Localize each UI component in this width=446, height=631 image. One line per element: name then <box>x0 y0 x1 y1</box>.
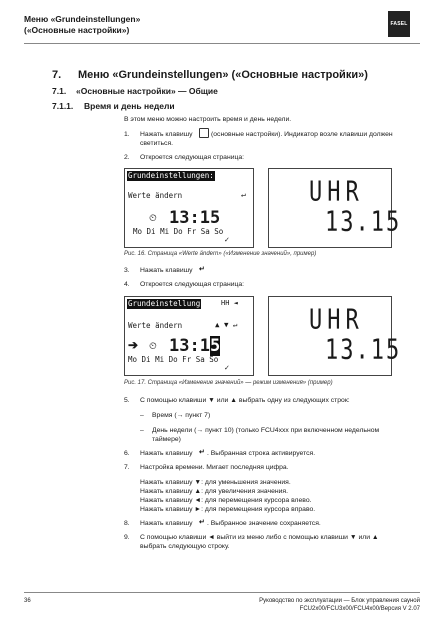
step-8-number: 8. <box>124 520 130 527</box>
step-9-text-a: С помощью клавиши ◄ выйти из меню либо с помощью клавиши ▼ или ▲ <box>140 534 379 541</box>
step-6-text-a: Нажать клавишу <box>140 450 193 457</box>
fig17-caption: Рис. 17. Страница «Изменение значений» — режим изменения» (пример) <box>124 380 333 386</box>
fig17-time-fixed: 13:1 <box>169 336 210 356</box>
fig16-segment-display <box>268 168 402 248</box>
fig17-segment-uhr: UHR <box>309 304 364 336</box>
check-icon: ✓ <box>224 237 230 244</box>
fig17-row-label: Werte ändern <box>128 321 183 330</box>
footer-rule <box>24 592 420 593</box>
clock-icon: ⏲ <box>149 213 157 224</box>
step-8-text-b: . Выбранное значение сохраняется. <box>207 520 321 527</box>
fig17-weekdays: Mo Di Mi Do Fr Sa So <box>128 355 219 364</box>
fig17-segment-time: 13.15 <box>325 334 402 366</box>
step-6-number: 6. <box>124 450 130 457</box>
fig16-caption: Рис. 16. Страница «Werte ändern» («Изменение значений», пример) <box>124 251 317 257</box>
header-title-line1: Меню «Grundeinstellungen» <box>24 14 141 24</box>
heading-7-1-1: Время и день недели <box>84 101 175 111</box>
step-1-number: 1. <box>124 131 130 138</box>
key-right-instruction: Нажать клавишу ►: для перемещения курсора вправо. <box>140 506 316 513</box>
step-5-option-weekday-b: таймере) <box>152 436 181 443</box>
step-9-number: 9. <box>124 534 130 541</box>
step-2-number: 2. <box>124 154 130 161</box>
check-icon: ✓ <box>224 365 230 372</box>
heading-7-1-number: 7.1. <box>52 86 67 96</box>
step-5-text: С помощью клавиши ▼ или ▲ выбрать одну из следующих строк: <box>140 397 350 404</box>
enter-icon: ↵ <box>241 190 246 199</box>
header-title-line2: («Основные настройки») <box>24 25 130 35</box>
fig16-display-title: Grundeinstellungen: <box>128 171 214 180</box>
step-5-option-weekday-a: День недели (→ пункт 10) (только FCU4xxx при включенном недельном <box>152 427 380 434</box>
clock-icon: ⏲ <box>149 341 157 352</box>
step-1-text-c: светиться. <box>140 140 174 147</box>
enter-key-icon: ↵ <box>199 449 205 456</box>
step-3-number: 3. <box>124 267 130 274</box>
page-number: 36 <box>24 598 31 604</box>
key-down-instruction: Нажать клавишу ▼: для уменьшения значения. <box>140 479 291 486</box>
heading-7-1-1-number: 7.1.1. <box>52 101 74 111</box>
fig16-row-label: Werte ändern <box>128 191 183 200</box>
key-left-instruction: Нажать клавишу ◄: для перемещения курсора влево. <box>140 497 312 504</box>
step-6-text-b: . Выбранная строка активируется. <box>207 450 316 457</box>
fig16-time: 13:15 <box>169 208 221 228</box>
key-up-instruction: Нажать клавишу ▲: для увеличения значения. <box>140 488 288 495</box>
fig17-arrow-keys: ▲ ▼ ↵ <box>215 320 238 329</box>
enter-key-icon: ↵ <box>199 266 205 273</box>
footer-doc-title: Руководство по эксплуатации — Блок управления сауной <box>259 598 420 604</box>
step-3-text: Нажать клавишу <box>140 267 193 274</box>
step-5-option-time: Время (→ пункт 7) <box>152 412 211 419</box>
step-1-text-b: (основные настройки). Индикатор возле клавиши должен <box>211 131 393 138</box>
step-9-text-b: выбрать следующую строку. <box>140 543 230 550</box>
step-2-text: Откроется следующая страница: <box>140 154 245 161</box>
fig16-text-display <box>124 168 254 248</box>
fig17-hh-indicator: HH ◄ <box>221 299 238 307</box>
fig17-display-title: Grundeinstellung <box>128 299 201 308</box>
intro-text: В этом меню можно настроить время и день недели. <box>124 116 292 123</box>
fig17-segment-display <box>268 296 402 376</box>
footer-doc-version: FCU2x00/FCU3x00/FCU4x00/Версия V 2.07 <box>299 606 420 612</box>
header-rule <box>24 43 420 44</box>
step-4-number: 4. <box>124 281 130 288</box>
fig16-segment-time: 13.15 <box>325 206 402 238</box>
heading-7-1: «Основные настройки» — Общие <box>76 86 218 96</box>
step-7-number: 7. <box>124 464 130 471</box>
basic-settings-key-icon <box>199 128 209 138</box>
step-1-text-a: Нажать клавишу <box>140 131 193 138</box>
heading-7: Меню «Grundeinstellungen» («Основные настройки») <box>78 69 368 81</box>
step-7-text: Настройка времени. Мигает последняя цифра. <box>140 464 289 471</box>
step-8-text-a: Нажать клавишу <box>140 520 193 527</box>
selection-arrow-icon: ➔ <box>128 338 139 352</box>
step-4-text: Откроется следующая страница: <box>140 281 245 288</box>
fig17-time-cursor-digit: 5 <box>209 336 221 356</box>
fasel-logo: FASEL <box>388 11 410 37</box>
enter-key-icon: ↵ <box>199 519 205 526</box>
fig17-time <box>169 336 220 356</box>
fig17-text-display <box>124 296 254 376</box>
step-5-number: 5. <box>124 397 130 404</box>
dash-2: – <box>140 427 144 434</box>
dash-1: – <box>140 412 144 419</box>
fig16-segment-uhr: UHR <box>309 176 364 208</box>
fig16-weekdays: Mo Di Mi Do Fr Sa So <box>133 227 224 236</box>
heading-7-number: 7. <box>52 69 62 81</box>
